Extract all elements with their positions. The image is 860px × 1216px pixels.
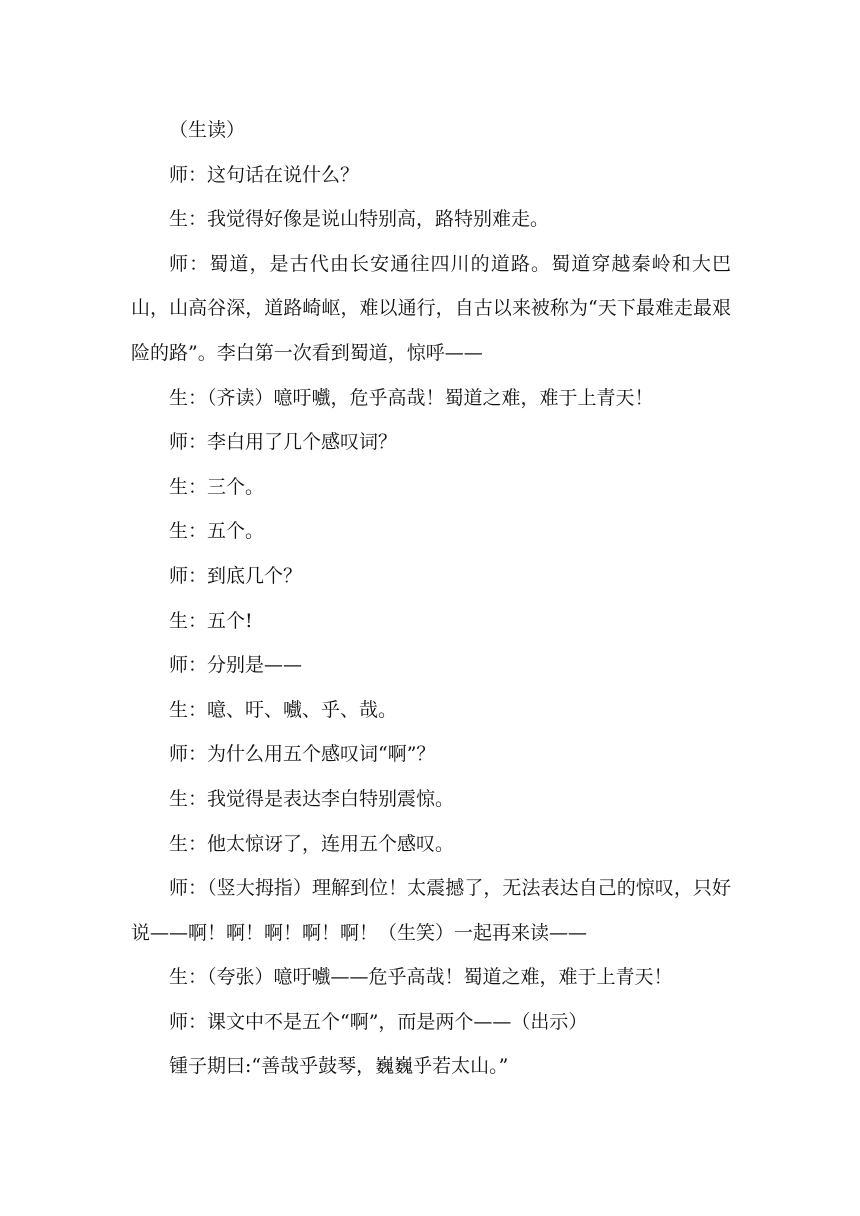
paragraph: 生：（夸张）噫吁嚱——危乎高哉！蜀道之难，难于上青天！ — [169, 966, 673, 989]
paragraph: 生：噫、吁、嚱、乎、哉。 — [169, 698, 398, 721]
paragraph: 生：三个。 — [169, 475, 265, 498]
paragraph: 师：（竖大拇指）理解到位！太震撼了，无法表达自己的惊叹，只好说——啊！啊！啊！啊！啊！（生笑）一起再来读—— — [131, 877, 731, 944]
paragraph: 师：到底几个？ — [169, 564, 303, 587]
paragraph: 生：他太惊讶了，连用五个感叹。 — [169, 832, 455, 855]
paragraph: 师：李白用了几个感叹词？ — [169, 431, 398, 454]
paragraph: （生读） — [169, 119, 246, 141]
paragraph: 师：为什么用五个感叹词“啊”？ — [169, 743, 436, 766]
paragraph: 生：我觉得好像是说山特别高，路特别难走。 — [169, 208, 550, 231]
paragraph: 生：五个。 — [169, 520, 265, 543]
document-body — [131, 108, 731, 1089]
paragraph: 师：蜀道，是古代由长安通往四川的道路。蜀道穿越秦岭和大巴山，山高谷深，道路崎岖，难以通行，自古以来被称为“天下最难走最艰险的路”。李白第一次看到蜀道，惊呼—— — [131, 252, 731, 364]
paragraph: 师：这句话在说什么？ — [169, 163, 360, 186]
paragraph: 生：（齐读）噫吁嚱，危乎高哉！蜀道之难，难于上青天！ — [169, 386, 654, 409]
paragraph: 生：五个! — [169, 609, 253, 632]
paragraph: 锺子期曰:“善哉乎鼓琴，巍巍乎若太山。” — [169, 1055, 509, 1078]
paragraph: 师：课文中不是五个“啊”，而是两个——（出示） — [169, 1010, 588, 1033]
paragraph: 生：我觉得是表达李白特别震惊。 — [169, 787, 455, 810]
paragraph: 师：分别是—— — [169, 654, 303, 677]
